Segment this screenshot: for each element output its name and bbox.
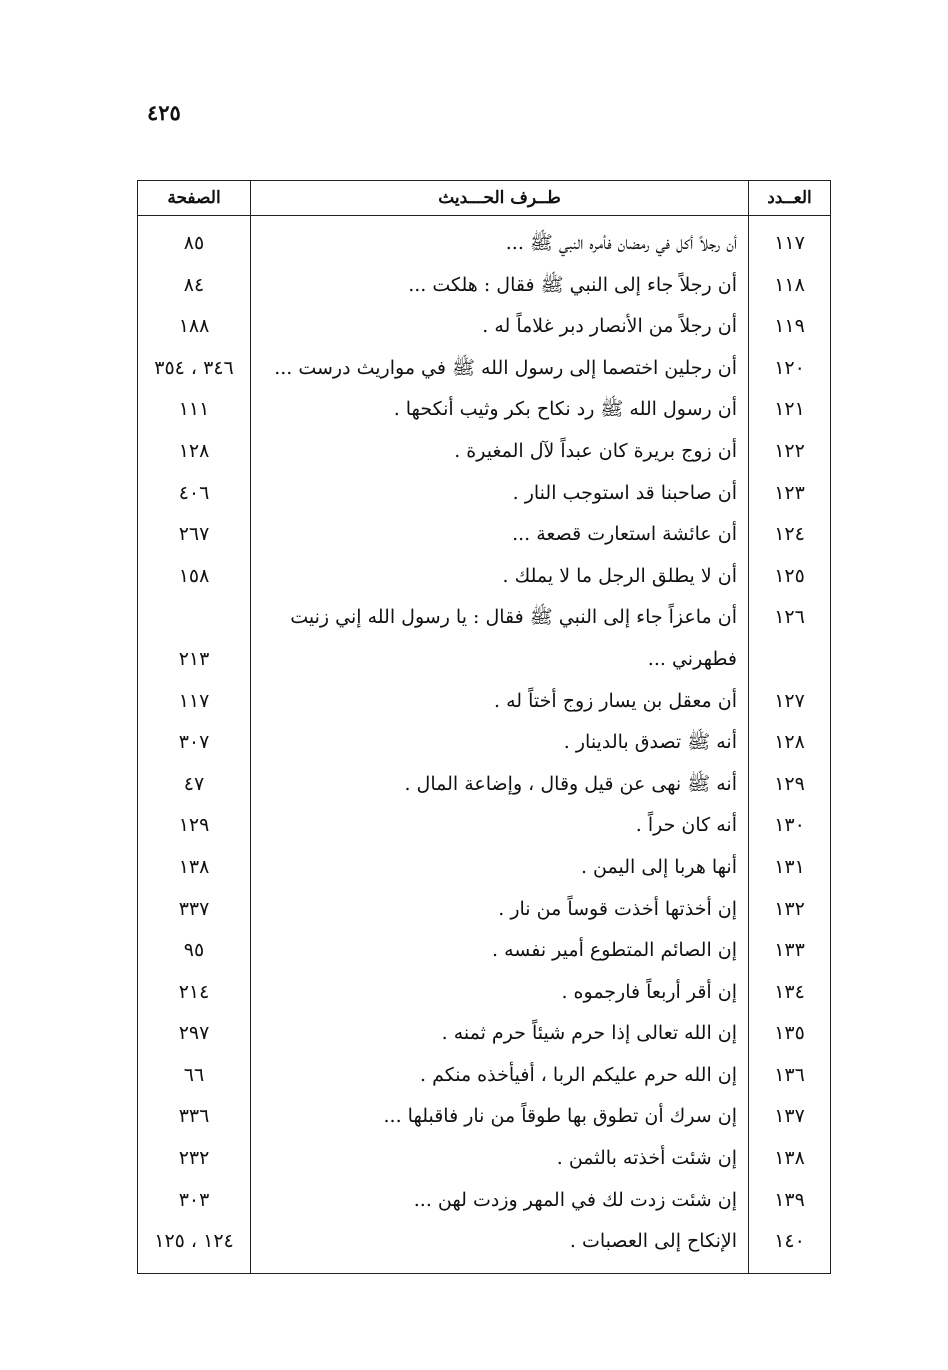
hadith-text: إن الله تعالى إذا حرم شيئاً حرم ثمنه . bbox=[441, 1022, 737, 1045]
table-row bbox=[138, 681, 830, 723]
row-number: ١٣٦ bbox=[774, 1063, 805, 1086]
hadith-index-table bbox=[137, 180, 831, 1274]
table-row bbox=[138, 1138, 830, 1180]
hadith-text: الإنكاح إلى العصبات . bbox=[569, 1230, 737, 1253]
table-row bbox=[138, 889, 830, 931]
table-row bbox=[138, 1096, 830, 1138]
row-number: ١٣٨ bbox=[774, 1147, 805, 1170]
hadith-text: إن الله حرم عليكم الربا ، أفيأخذه منكم . bbox=[420, 1063, 737, 1086]
page-reference: ١٢٤ ، ١٢٥ bbox=[154, 1230, 234, 1253]
table-row bbox=[138, 223, 830, 265]
page-reference: ٦٦ bbox=[183, 1063, 205, 1086]
table-row bbox=[138, 930, 830, 972]
table-row bbox=[138, 431, 830, 473]
table-row bbox=[138, 764, 830, 806]
page-reference: ٣٠٣ bbox=[178, 1188, 210, 1211]
hadith-text: أن رجلاً من الأنصار دبر غلاماً له . bbox=[482, 315, 737, 338]
table-row bbox=[138, 847, 830, 889]
page-reference: ٢٣٢ bbox=[178, 1147, 210, 1170]
table-row bbox=[138, 1013, 830, 1055]
table-row bbox=[138, 1055, 830, 1097]
row-number: ١٣١ bbox=[774, 855, 805, 878]
page-reference: ٣٣٧ bbox=[178, 897, 210, 920]
table-row bbox=[138, 514, 830, 556]
page-reference: ١٢٩ bbox=[178, 814, 210, 837]
hadith-text: أن رجلين اختصما إلى رسول الله ﷺ في مواريث درست ... bbox=[274, 356, 737, 379]
row-number: ١٣٤ bbox=[774, 980, 805, 1003]
row-number: ١١٨ bbox=[774, 273, 805, 296]
hadith-text: أنه ﷺ نهى عن قيل وقال ، وإضاعة المال . bbox=[404, 772, 737, 795]
hadith-text: أن ماعزاً جاء إلى النبي ﷺ فقال : يا رسول الله إني زنيت فطهرني ... bbox=[290, 606, 737, 670]
page-reference: ٢٩٧ bbox=[178, 1022, 210, 1045]
page-reference: ١٨٨ bbox=[178, 315, 210, 338]
page-reference: ٩٥ bbox=[183, 939, 205, 962]
table-row bbox=[138, 389, 830, 431]
table-row bbox=[138, 1180, 830, 1222]
header-divider bbox=[138, 215, 830, 216]
table-row bbox=[138, 805, 830, 847]
page-reference: ١١١ bbox=[178, 398, 210, 421]
page-reference: ٤٧ bbox=[183, 772, 205, 795]
row-number: ١٣٧ bbox=[774, 1105, 805, 1128]
table-row bbox=[138, 306, 830, 348]
row-number: ١٤٠ bbox=[774, 1230, 805, 1253]
hadith-text: أن رجلاً جاء إلى النبي ﷺ فقال : هلكت ... bbox=[408, 273, 737, 296]
row-number: ١١٩ bbox=[774, 315, 805, 338]
hadith-text: إن شئت زدت لك في المهر وزدت لهن ... bbox=[413, 1188, 737, 1211]
row-number: ١١٧ bbox=[774, 232, 805, 254]
page-reference: ١٥٨ bbox=[178, 564, 210, 587]
hadith-text: إن أقر أربعاً فارجموه . bbox=[561, 980, 737, 1003]
hadith-text: أن لا يطلق الرجل ما لا يملك . bbox=[502, 564, 737, 587]
hadith-text: أن رسول الله ﷺ رد نكاح بكر وثيب أنكحها . bbox=[393, 398, 737, 421]
table-row bbox=[138, 265, 830, 307]
hadith-text: أن معقل بن يسار زوج أختاً له . bbox=[494, 689, 737, 712]
hadith-text: أنه ﷺ تصدق بالدينار . bbox=[563, 731, 737, 754]
row-number: ١٢٢ bbox=[774, 439, 805, 462]
hadith-text: أن عائشة استعارت قصعة ... bbox=[512, 523, 737, 546]
table-row bbox=[138, 972, 830, 1014]
page-number: ٤٢٥ bbox=[147, 100, 181, 125]
page-reference: ١٣٨ bbox=[178, 855, 210, 878]
row-number: ١٢١ bbox=[774, 398, 805, 421]
row-number: ١٢٠ bbox=[774, 356, 805, 379]
row-number: ١٣٥ bbox=[774, 1022, 805, 1045]
row-number: ١٢٤ bbox=[774, 523, 805, 546]
page-reference: ٢٦٧ bbox=[178, 523, 210, 546]
row-number: ١٢٦ bbox=[774, 606, 805, 629]
hadith-text: أنها هربا إلى اليمن . bbox=[580, 855, 737, 878]
row-number: ١٣٠ bbox=[774, 814, 805, 837]
row-number: ١٣٩ bbox=[774, 1188, 805, 1211]
page-reference: ٢١٤ bbox=[178, 980, 210, 1003]
row-number: ١٣٢ bbox=[774, 897, 805, 920]
page-reference: ٨٤ bbox=[183, 273, 205, 296]
page-reference: ٢١٣ bbox=[178, 647, 210, 670]
table-row bbox=[138, 1221, 830, 1263]
hadith-text: أن صاحبنا قد استوجب النار . bbox=[512, 481, 737, 504]
header-hadith-text: طــرف الحـــديث bbox=[438, 188, 561, 208]
row-number: ١٢٣ bbox=[774, 481, 805, 504]
hadith-text: أن رجلاً أكل في رمضان فأمره النبي ﷺ ... bbox=[505, 232, 737, 254]
header-page: الصفحة bbox=[167, 188, 221, 208]
hadith-text: أن زوج بريرة كان عبداً لآل المغيرة . bbox=[454, 439, 737, 462]
hadith-text: إن الصائم المتطوع أمير نفسه . bbox=[492, 939, 737, 962]
hadith-text: إن أخذتها أخذت قوساً من نار . bbox=[498, 897, 737, 920]
page-reference: ١٢٨ bbox=[178, 439, 210, 462]
row-number: ١٣٣ bbox=[774, 939, 805, 962]
page-reference: ٤٠٦ bbox=[178, 481, 210, 504]
page-reference: ٣٠٧ bbox=[178, 731, 210, 754]
row-number: ١٢٩ bbox=[774, 772, 805, 795]
hadith-text: إن شئت أخذته بالثمن . bbox=[556, 1147, 737, 1170]
page-reference: ٣٣٦ bbox=[178, 1105, 210, 1128]
row-number: ١٢٨ bbox=[774, 731, 805, 754]
row-number: ١٢٧ bbox=[774, 689, 805, 712]
header-number: العــدد bbox=[767, 188, 812, 208]
table-row bbox=[138, 473, 830, 515]
page-reference: ٨٥ bbox=[183, 232, 205, 254]
row-number: ١٢٥ bbox=[774, 564, 805, 587]
page-reference: ١١٧ bbox=[178, 689, 210, 712]
table-row bbox=[138, 556, 830, 598]
table-row bbox=[138, 597, 830, 680]
table-row bbox=[138, 348, 830, 390]
table-row bbox=[138, 722, 830, 764]
table-body bbox=[138, 223, 830, 1263]
hadith-text: إن سرك أن تطوق بها طوقاً من نار فاقبلها ... bbox=[383, 1105, 737, 1128]
page-reference: ٣٤٦ ، ٣٥٤ bbox=[154, 356, 234, 379]
hadith-text: أنه كان حراً . bbox=[635, 814, 737, 837]
